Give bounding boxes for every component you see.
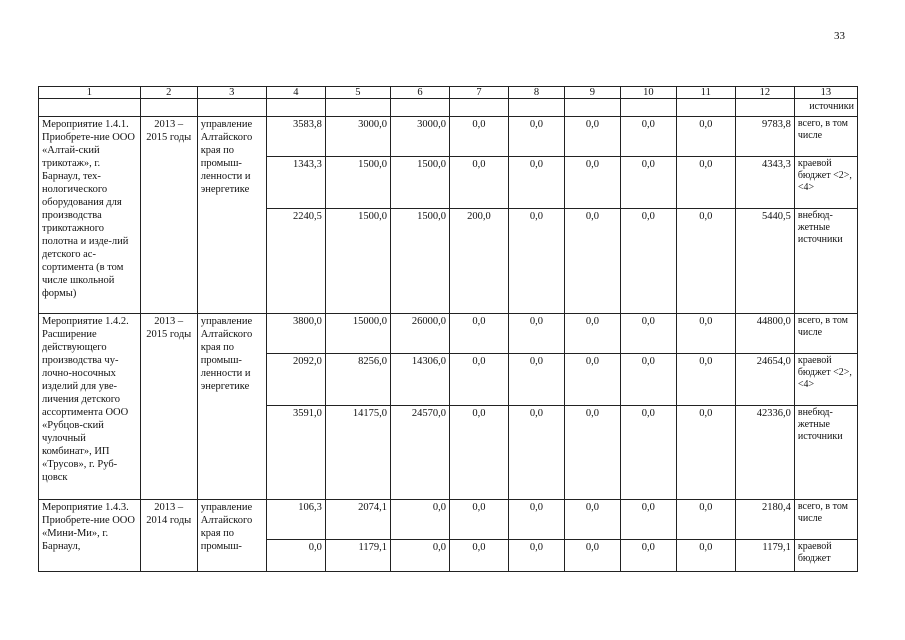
value-cell: 0,0 — [449, 540, 508, 572]
funding-source: всего, в том числе — [794, 117, 857, 157]
value-cell: 0,0 — [676, 157, 735, 209]
continuation-cell — [620, 99, 676, 117]
budget-table — [38, 86, 858, 572]
value-cell: 1343,3 — [266, 157, 325, 209]
value-cell: 15000,0 — [325, 314, 390, 354]
value-cell: 0,0 — [676, 500, 735, 540]
value-cell: 24570,0 — [390, 406, 449, 500]
value-cell: 0,0 — [508, 406, 564, 500]
value-cell: 0,0 — [620, 406, 676, 500]
measure-executor: управление Алтайского края по промыш-ленности и энергетике — [197, 117, 266, 314]
value-cell: 2180,4 — [735, 500, 794, 540]
measure-name: Мероприятие 1.4.2. Расширение действующего производства чу-лочно-носочных изделий для уве-личения детского ассортимента ООО «Рубцов-ский чулочный комбинат», ИП «Трусов», г. Руб-цовск — [39, 314, 141, 500]
measure-executor: управление Алтайского края по промыш- — [197, 500, 266, 572]
value-cell: 0,0 — [508, 314, 564, 354]
continuation-cell — [140, 99, 197, 117]
value-cell: 0,0 — [620, 157, 676, 209]
value-cell: 0,0 — [508, 540, 564, 572]
value-cell: 0,0 — [620, 540, 676, 572]
value-cell: 9783,8 — [735, 117, 794, 157]
column-header: 1 — [39, 87, 141, 99]
value-cell: 1500,0 — [390, 157, 449, 209]
continuation-cell — [564, 99, 620, 117]
value-cell: 1500,0 — [325, 157, 390, 209]
value-cell: 8256,0 — [325, 354, 390, 406]
value-cell: 0,0 — [508, 117, 564, 157]
column-header: 7 — [449, 87, 508, 99]
value-cell: 1500,0 — [325, 209, 390, 314]
column-header: 9 — [564, 87, 620, 99]
value-cell: 3583,8 — [266, 117, 325, 157]
value-cell: 0,0 — [564, 157, 620, 209]
column-header: 2 — [140, 87, 197, 99]
value-cell: 2074,1 — [325, 500, 390, 540]
funding-source: внебюд-жетные источники — [794, 406, 857, 500]
continuation-source: источники — [794, 99, 857, 117]
value-cell: 0,0 — [449, 157, 508, 209]
value-cell: 0,0 — [508, 209, 564, 314]
measure-name: Мероприятие 1.4.3. Приобрете-ние ООО «Мини-Ми», г. Барнаул, — [39, 500, 141, 572]
value-cell: 0,0 — [564, 314, 620, 354]
table-row — [39, 500, 858, 540]
value-cell: 26000,0 — [390, 314, 449, 354]
value-cell: 0,0 — [564, 500, 620, 540]
funding-source: краевой бюджет <2>, <4> — [794, 354, 857, 406]
measure-name: Мероприятие 1.4.1. Приобрете-ние ООО «Алтай-ский трикотаж», г. Барнаул, тех-нологического оборудования для производства трикотажного полотна и изде-лий детского ас-сортимента (в том числе школьной формы) — [39, 117, 141, 314]
value-cell: 3800,0 — [266, 314, 325, 354]
value-cell: 24654,0 — [735, 354, 794, 406]
value-cell: 1179,1 — [735, 540, 794, 572]
continuation-cell — [508, 99, 564, 117]
value-cell: 0,0 — [449, 500, 508, 540]
value-cell: 106,3 — [266, 500, 325, 540]
value-cell: 1179,1 — [325, 540, 390, 572]
value-cell: 0,0 — [564, 540, 620, 572]
value-cell: 0,0 — [620, 209, 676, 314]
continuation-cell — [266, 99, 325, 117]
page-number: 33 — [834, 30, 845, 42]
continuation-cell — [735, 99, 794, 117]
value-cell: 4343,3 — [735, 157, 794, 209]
value-cell: 0,0 — [676, 354, 735, 406]
value-cell: 0,0 — [564, 354, 620, 406]
continuation-cell — [39, 99, 141, 117]
value-cell: 3591,0 — [266, 406, 325, 500]
funding-source: краевой бюджет <2>, <4> — [794, 157, 857, 209]
continuation-row — [39, 99, 858, 117]
value-cell: 0,0 — [564, 406, 620, 500]
value-cell: 0,0 — [508, 354, 564, 406]
value-cell: 0,0 — [676, 540, 735, 572]
value-cell: 44800,0 — [735, 314, 794, 354]
value-cell: 0,0 — [620, 314, 676, 354]
measure-period: 2013 – 2015 годы — [140, 117, 197, 314]
value-cell: 0,0 — [449, 406, 508, 500]
value-cell: 42336,0 — [735, 406, 794, 500]
value-cell: 0,0 — [676, 209, 735, 314]
value-cell: 3000,0 — [390, 117, 449, 157]
column-header: 5 — [325, 87, 390, 99]
value-cell: 0,0 — [390, 540, 449, 572]
measure-period: 2013 – 2015 годы — [140, 314, 197, 500]
continuation-cell — [197, 99, 266, 117]
column-header: 6 — [390, 87, 449, 99]
value-cell: 0,0 — [676, 117, 735, 157]
value-cell: 0,0 — [449, 314, 508, 354]
value-cell: 0,0 — [266, 540, 325, 572]
continuation-cell — [449, 99, 508, 117]
table-row — [39, 314, 858, 354]
column-header: 13 — [794, 87, 857, 99]
value-cell: 0,0 — [449, 117, 508, 157]
value-cell: 0,0 — [676, 406, 735, 500]
value-cell: 0,0 — [564, 117, 620, 157]
column-header: 12 — [735, 87, 794, 99]
value-cell: 14306,0 — [390, 354, 449, 406]
value-cell: 1500,0 — [390, 209, 449, 314]
value-cell: 5440,5 — [735, 209, 794, 314]
funding-source: внебюд-жетные источники — [794, 209, 857, 314]
column-header: 10 — [620, 87, 676, 99]
value-cell: 0,0 — [390, 500, 449, 540]
value-cell: 0,0 — [564, 209, 620, 314]
funding-source: всего, в том числе — [794, 314, 857, 354]
value-cell: 0,0 — [620, 117, 676, 157]
funding-source: краевой бюджет — [794, 540, 857, 572]
continuation-cell — [390, 99, 449, 117]
value-cell: 0,0 — [449, 354, 508, 406]
header-row — [39, 87, 858, 99]
funding-source: всего, в том числе — [794, 500, 857, 540]
column-header: 11 — [676, 87, 735, 99]
value-cell: 14175,0 — [325, 406, 390, 500]
column-header: 4 — [266, 87, 325, 99]
value-cell: 2240,5 — [266, 209, 325, 314]
value-cell: 2092,0 — [266, 354, 325, 406]
table-row — [39, 117, 858, 157]
column-header: 3 — [197, 87, 266, 99]
column-header: 8 — [508, 87, 564, 99]
measure-executor: управление Алтайского края по промыш-ленности и энергетике — [197, 314, 266, 500]
value-cell: 0,0 — [508, 500, 564, 540]
continuation-cell — [676, 99, 735, 117]
value-cell: 3000,0 — [325, 117, 390, 157]
value-cell: 0,0 — [676, 314, 735, 354]
table-body — [39, 87, 858, 572]
value-cell: 0,0 — [620, 500, 676, 540]
value-cell: 200,0 — [449, 209, 508, 314]
measure-period: 2013 – 2014 годы — [140, 500, 197, 572]
value-cell: 0,0 — [620, 354, 676, 406]
continuation-cell — [325, 99, 390, 117]
value-cell: 0,0 — [508, 157, 564, 209]
